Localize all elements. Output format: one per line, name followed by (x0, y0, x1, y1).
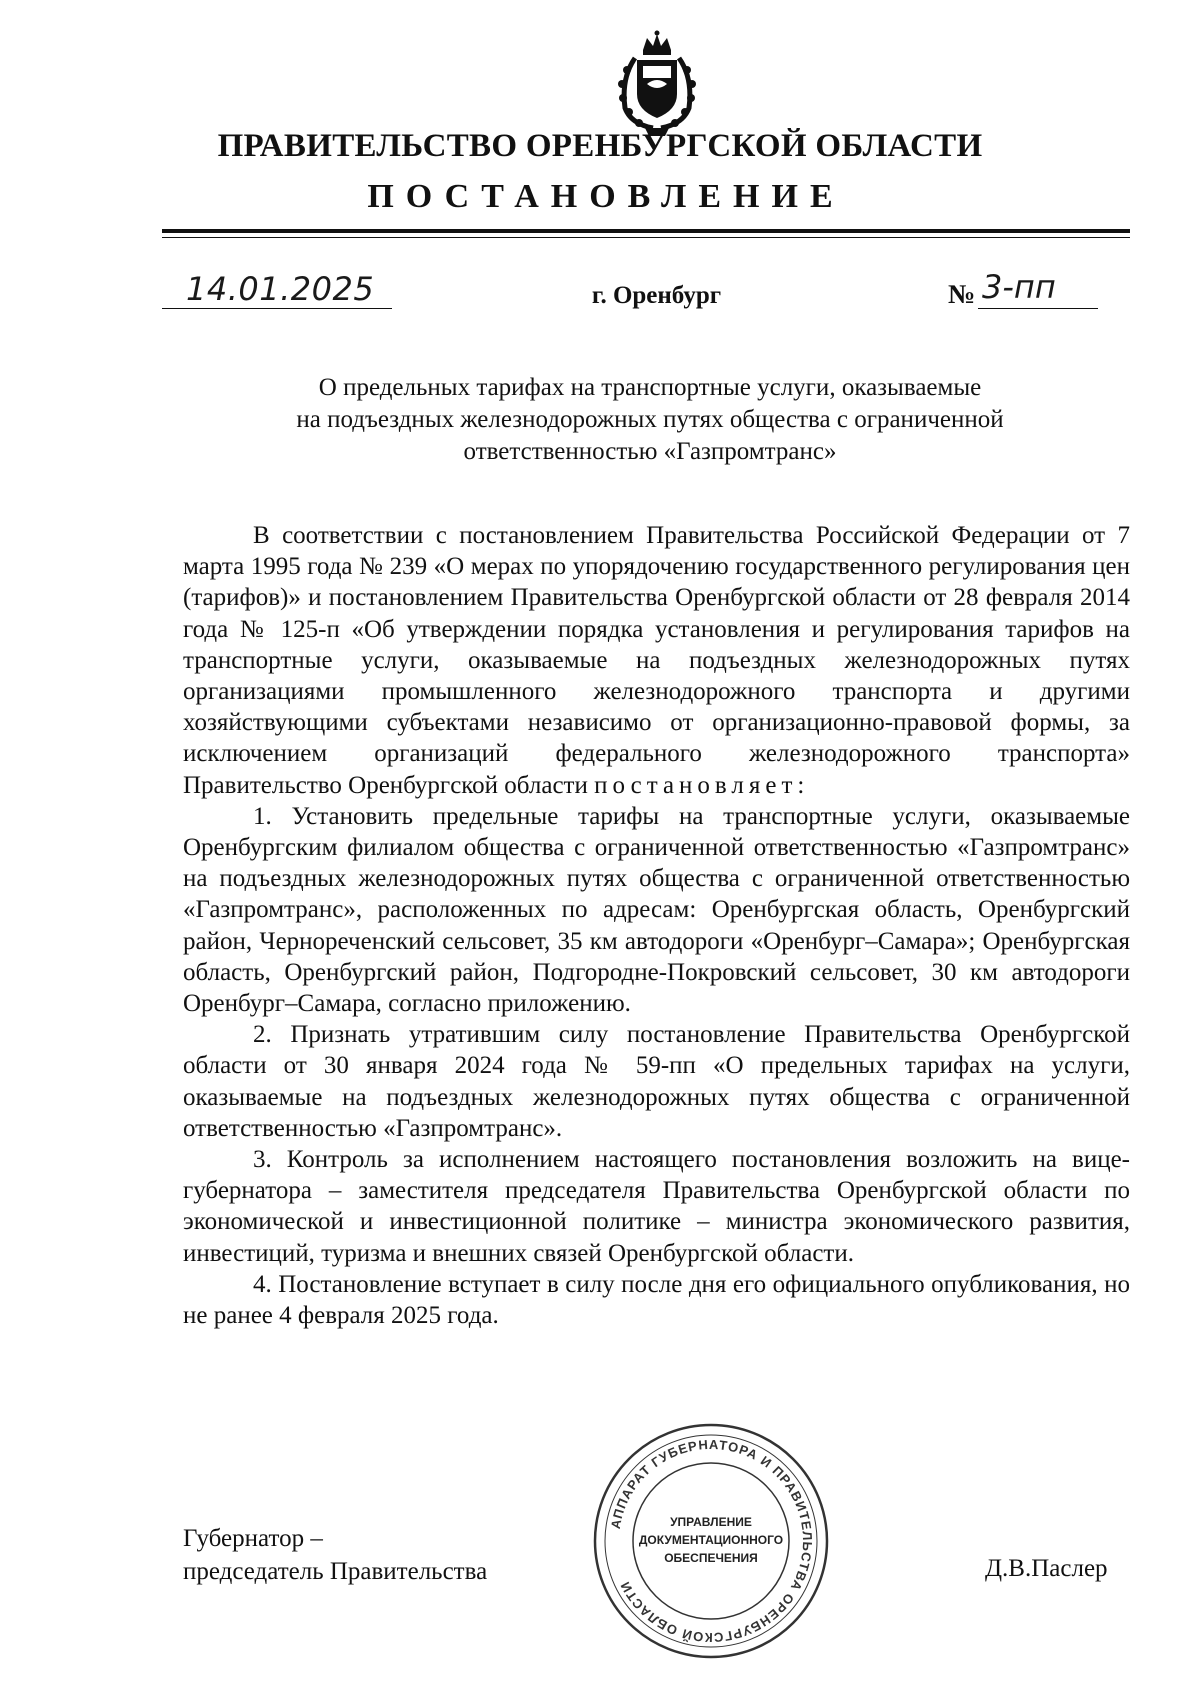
position-line: председатель Правительства (183, 1558, 488, 1585)
subject-line: на подъездных железнодорожных путях общества с ограниченной (296, 406, 1004, 433)
number-underline (978, 308, 1098, 309)
header-rule-thin (162, 237, 1130, 238)
number-label: № (948, 279, 976, 309)
document-city: г. Оренбург (591, 282, 722, 309)
clause-4: 4. Постановление вступает в силу после дня его официального опубликования, но не ранее 4 февраля 2025 года. (183, 1270, 1130, 1330)
official-stamp (588, 1418, 834, 1664)
coat-of-arms-icon (607, 28, 707, 138)
document-body (183, 520, 1130, 1331)
signatory-name: Д.В.Паслер (985, 1555, 1108, 1582)
organization-title: ПРАВИТЕЛЬСТВО ОРЕНБУРГСКОЙ ОБЛАСТИ (217, 128, 983, 164)
preamble-text: В соответствии с постановлением Правительства Российской Федерации от 7 марта 1995 года № 239 «О мерах по упорядочению государственного регулирования цен (тарифов)» и постановлением Правительства Оренбургской области от 28 февраля 2014 года № 125-п «Об утверждении порядка установления и регулирования тарифов на транспортные услуги, оказываемые на подъездных железнодорожных путях организациями промышленного железнодорожного транспорта и другими хозяйствующими субъектами независимо от организационно-правовой формы, за исключением организаций федерального железнодорожного транспорта» Правительство Оренбургской области (183, 522, 1130, 799)
stamp-center-line: ДОКУМЕНТАЦИОННОГО (638, 1533, 784, 1547)
header-rule-thick (162, 229, 1130, 233)
stamp-center-line: ОБЕСПЕЧЕНИЯ (664, 1551, 758, 1565)
subject-line: О предельных тарифах на транспортные услуги, оказываемые (318, 374, 982, 401)
signatory-position (183, 1522, 487, 1588)
clause-3: 3. Контроль за исполнением настоящего постановления возложить на вице-губернатора – заместителя председателя Правительства Оренбургской области по экономической и инвестиционной политике – министра экономического развития, инвестиций, туризма и внешних связей Оренбургской области. (183, 1146, 1130, 1267)
document-type: ПОСТАНОВЛЕНИЕ (367, 178, 845, 215)
clause-1: 1. Установить предельные тарифы на транспортные услуги, оказываемые Оренбургским филиалом общества с ограниченной ответственностью «Газпромтранс» на подъездных железнодорожных путях общества с ограниченной ответственностью «Газпромтранс», расположенных по адресам: Оренбургская область, Оренбургский район, Чернореченский сельсовет, 35 км автодороги «Оренбург–Самара»; Оренбургская область, Оренбургский район, Подгородне-Покровский сельсовет, 30 км автодороги Оренбург–Самара, согласно приложению. (183, 802, 1130, 1018)
position-line: Губернатор – (183, 1525, 323, 1552)
stamp-center-line: УПРАВЛЕНИЕ (670, 1515, 752, 1529)
stamp-ring-text: АППАРАТ ГУБЕРНАТОРА И ПРАВИТЕЛЬСТВА ОРЕНБУРГСКОЙ ОБЛАСТИ (607, 1436, 816, 1646)
document-date: 14.01.2025 (186, 270, 375, 308)
clause-2: 2. Признать утратившим силу постановление Правительства Оренбургской области от 30 января 2024 года № 59-пп «О предельных тарифах на услуги, оказываемые на подъездных железнодорожных путях общества с ограниченной ответственностью «Газпромтранс». (183, 1021, 1130, 1142)
preamble-paragraph (183, 520, 1130, 801)
document-subject (200, 372, 1100, 468)
document-number: 3-пп (982, 268, 1056, 306)
subject-line: ответственностью «Газпромтранс» (463, 438, 837, 465)
resolves-word: постановляет: (594, 771, 810, 799)
